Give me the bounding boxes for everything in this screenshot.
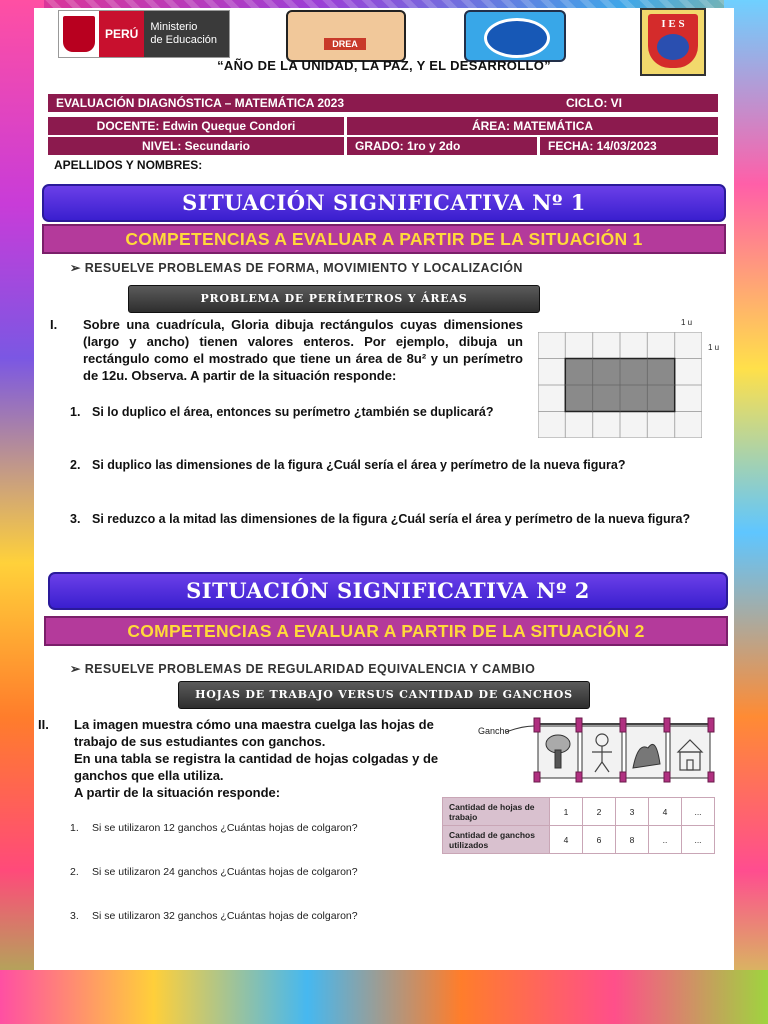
drea-logo: [286, 10, 406, 62]
problem-1-number: I.: [50, 317, 58, 332]
table-row: [443, 798, 715, 826]
ugel-logo: [464, 10, 566, 62]
table-cell: ..: [649, 826, 682, 854]
problem-2-paragraph-2: En una tabla se registra la cantidad de hojas colgadas y de ganchos que ella utiliza.: [74, 751, 439, 783]
decorative-border-bottom: [0, 970, 768, 1024]
docente-label: DOCENTE: Edwin Queque Condori: [96, 119, 296, 133]
problem-2-number: II.: [38, 717, 49, 732]
ministry-name: [144, 11, 229, 57]
question-number: 3.: [70, 512, 81, 526]
drea-label: DREA: [324, 38, 366, 50]
table-cell: ...: [682, 826, 715, 854]
nivel-cell: [48, 137, 344, 155]
problem-1-statement: Sobre una cuadrícula, Gloria dibuja rectángulos cuyas dimensiones (largo y ancho) tienen valores enteros. Por ejemplo, dibuja un rectángulo como el mostrado que tiene un área de 8u² y un perímetro de 12u. Observa. A partir de la situación responde:: [83, 317, 523, 383]
ministry-logo: [58, 10, 230, 58]
question-1-1: [70, 405, 494, 419]
arrow-bullet-icon: ➢: [70, 261, 85, 275]
question-2-3: [70, 910, 358, 922]
ies-emblem-icon: [657, 34, 689, 60]
problem-2-paragraph-3: A partir de la situación responde:: [74, 785, 281, 800]
exam-title: EVALUACIÓN DIAGNÓSTICA – MATEMÁTICA 2023: [56, 96, 345, 110]
hanging-worksheets-figure: [478, 712, 718, 792]
nivel-label: NIVEL: Secundario: [141, 139, 251, 153]
question-1-3: [70, 512, 690, 526]
apellidos-field-label: APELLIDOS Y NOMBRES:: [54, 158, 203, 172]
table-cell: 4: [550, 826, 583, 854]
question-2-1: [70, 822, 358, 834]
question-2-2: [70, 866, 358, 878]
question-number: 3.: [70, 910, 79, 922]
question-number: 1.: [70, 822, 79, 834]
table-row: [443, 826, 715, 854]
situation-2-competencias: COMPETENCIAS A EVALUAR A PARTIR DE LA SITUACIÓN 2: [44, 616, 728, 646]
situation-2-subtitle: HOJAS DE TRABAJO VERSUS CANTIDAD DE GANCHOS: [178, 681, 590, 709]
area-cell: [347, 117, 718, 135]
row-header-ganchos: Cantidad de ganchos utilizados: [443, 826, 550, 854]
question-text: Si se utilizaron 24 ganchos ¿Cuántas hojas de colgaron?: [92, 866, 358, 878]
situation-2-bullet: [70, 661, 535, 676]
ciclo-label: CICLO: VI: [566, 96, 622, 110]
question-number: 2.: [70, 458, 81, 472]
situation-1-bullet: [70, 260, 523, 275]
arrow-bullet-icon: ➢: [70, 662, 85, 676]
grid-unit-top: 1 u: [681, 318, 693, 327]
table-cell: 2: [583, 798, 616, 826]
situation-1-subtitle: PROBLEMA DE PERÍMETROS Y ÁREAS: [128, 285, 540, 313]
docente-cell: [48, 117, 344, 135]
ies-label: I E S: [661, 18, 685, 30]
ministry-line-2: de Educación: [150, 34, 218, 46]
ministry-line-1: Ministerio: [150, 21, 198, 33]
situation-1-competencias: COMPETENCIAS A EVALUAR A PARTIR DE LA SITUACIÓN 1: [42, 224, 726, 254]
situation-2-competency: RESUELVE PROBLEMAS DE REGULARIDAD EQUIVALENCIA Y CAMBIO: [84, 662, 536, 676]
question-number: 1.: [70, 405, 81, 419]
table-cell: ...: [682, 798, 715, 826]
hojas-ganchos-table: [442, 797, 715, 854]
peru-shield-icon: [63, 16, 95, 52]
fecha-cell: [540, 137, 718, 155]
question-text: Si se utilizaron 32 ganchos ¿Cuántas hojas de colgaron?: [92, 910, 358, 922]
question-text: Si duplico las dimensiones de la figura ¿Cuál sería el área y perímetro de la nueva figura?: [92, 458, 626, 472]
area-label: ÁREA: MATEMÁTICA: [471, 119, 594, 133]
table-cell: 4: [649, 798, 682, 826]
table-cell: 6: [583, 826, 616, 854]
situation-2-banner: SITUACIÓN SIGNIFICATIVA Nº 2: [48, 572, 728, 610]
problem-2-paragraph-1: La imagen muestra cómo una maestra cuelga las hojas de trabajo de sus estudiantes con ganchos.: [74, 717, 434, 749]
problem-2-statement: [74, 716, 450, 801]
exam-title-bar: [48, 94, 718, 112]
grado-cell: [347, 137, 537, 155]
grado-label: GRADO: 1ro y 2do: [355, 139, 461, 153]
fecha-label: FECHA: 14/03/2023: [548, 139, 657, 153]
situation-1-competency: RESUELVE PROBLEMAS DE FORMA, MOVIMIENTO Y LOCALIZACIÓN: [84, 261, 523, 275]
rectangle-grid-figure: [538, 332, 702, 438]
gancho-label: Gancho: [478, 726, 510, 736]
table-cell: 3: [616, 798, 649, 826]
situation-1-banner: SITUACIÓN SIGNIFICATIVA Nº 1: [42, 184, 726, 222]
peru-label: PERÚ: [99, 11, 144, 57]
question-1-2: [70, 458, 626, 472]
grid-unit-side: 1 u: [708, 343, 720, 352]
question-text: Si reduzco a la mitad las dimensiones de la figura ¿Cuál sería el área y perímetro de la nueva figura?: [92, 512, 691, 526]
question-text: Si se utilizaron 12 ganchos ¿Cuántas hojas de colgaron?: [92, 822, 358, 834]
row-header-hojas: Cantidad de hojas de trabajo: [443, 798, 550, 826]
question-number: 2.: [70, 866, 79, 878]
table-cell: 1: [550, 798, 583, 826]
ugel-emblem-icon: [484, 18, 550, 58]
year-motto: “AÑO DE LA UNIDAD, LA PAZ, Y EL DESARROLLO”: [217, 58, 551, 73]
question-text: Si lo duplico el área, entonces su perímetro ¿también se duplicará?: [92, 405, 494, 419]
table-cell: 8: [616, 826, 649, 854]
